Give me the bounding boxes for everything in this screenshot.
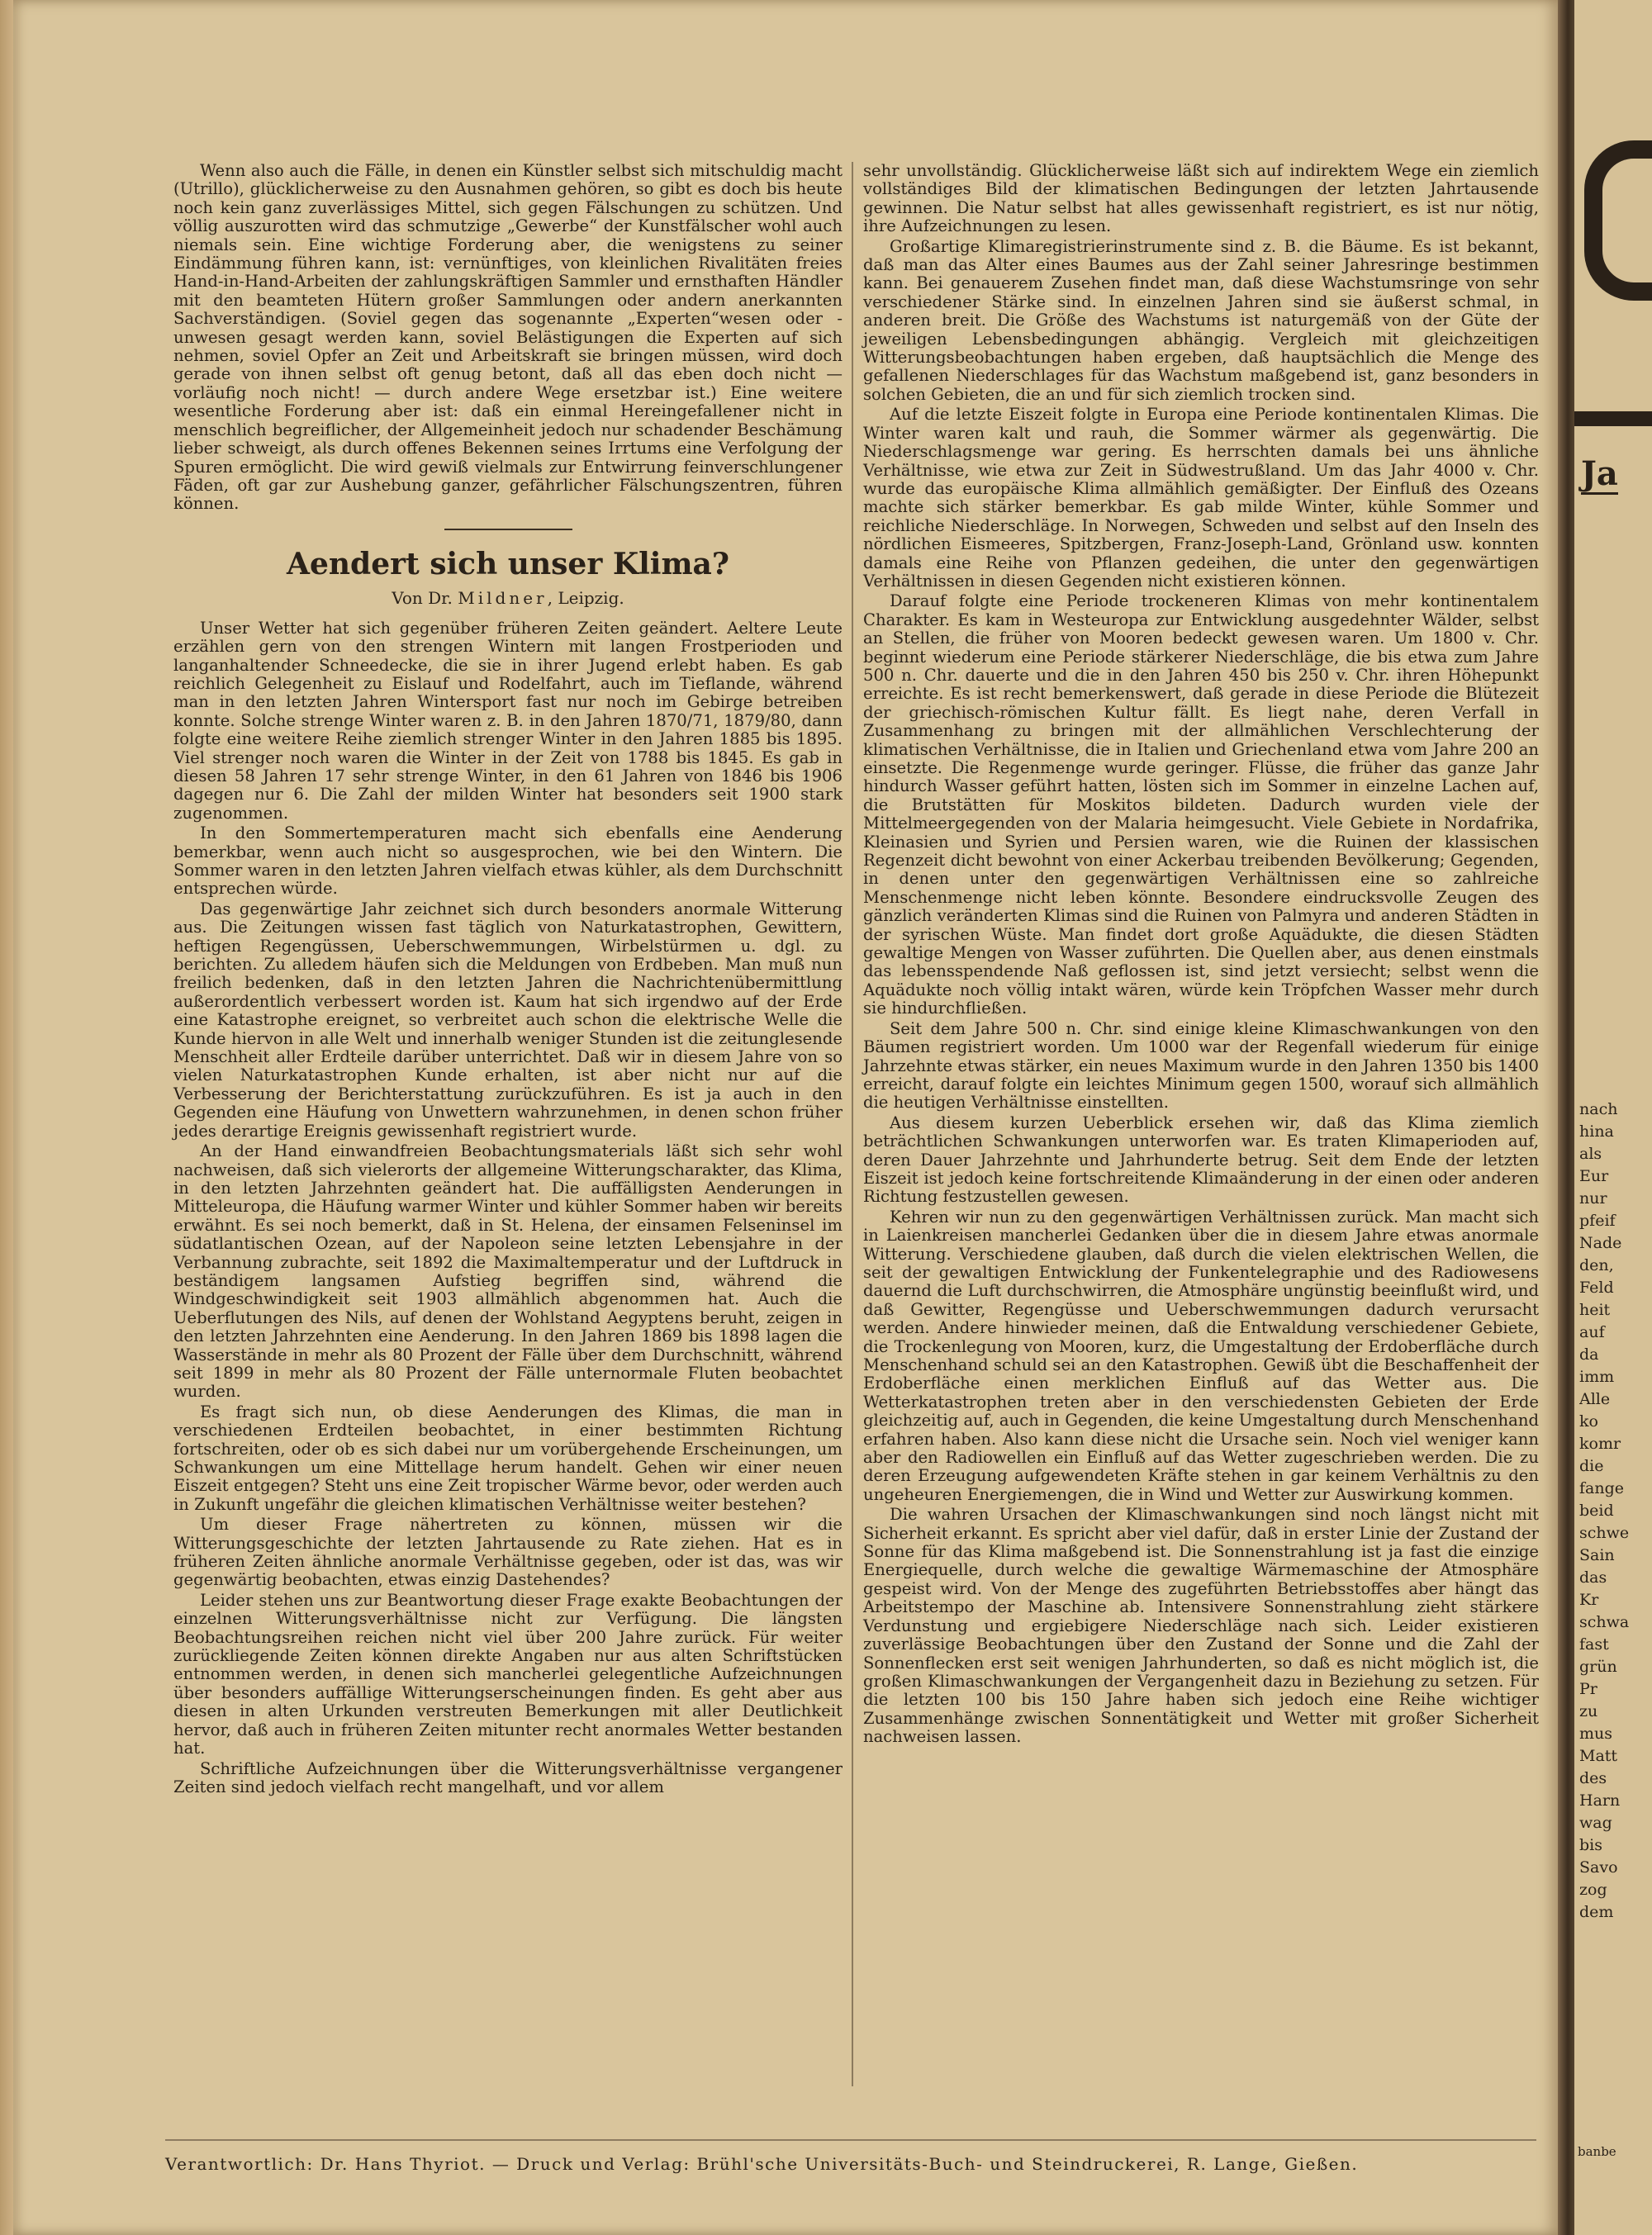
fragment-word: des [1579,1769,1607,1787]
fragment-word: komr [1579,1435,1621,1453]
fragment-word: dem [1579,1903,1614,1921]
fragment-word: schwa [1579,1613,1630,1631]
fragment-word: nach [1579,1100,1618,1118]
fragment-word: grün [1579,1658,1617,1676]
byline-prefix: Von Dr. [392,587,458,608]
book-gutter [1558,0,1574,2235]
article-paragraph: Darauf folgte eine Periode trockeneren Klimas von mehr kontinentalem Charakter. Es kam in Westeuropa zur Entwicklung ausgedehnter Wälder, selbst an Stellen, die früher von Mooren bedeckt gewesen waren. Um 1800 v. Chr. beginnt wiederum eine Periode stärkerer Niederschläge, die bis etwa zum Jahre 500 n. Chr. dauerte und die in den Jahren 450 bis 250 v. Chr. ihren Höhepunkt erreichte. Es ist recht bemerkenswert, daß gerade in diese Periode die Blütezeit der griechisch-römischen Kultur fällt. Es liegt nahe, deren Verfall in Zusammenhang zu bringen mit der allmählichen Verschlechterung der klimatischen Verhältnisse, die in Italien und Griechenland etwa vom Jahre 200 an einsetzte. Die Regenmenge wurde geringer. Flüsse, die früher das ganze Jahr hindurch Wasser geführt hatten, lösten sich im Sommer in einzelne Lachen auf, die Brutstätten für Moskitos bildeten. Dadurch wurden viele der Mittelmeergegenden von der Malaria heimgesucht. Viele Gebiete in Nordafrika, Kleinasien und Syrien und Persien waren, wie die Ruinen der klassischen Regenzeit dicht bewohnt von einer Ackerbau treibenden Bevölkerung; Gegenden, in denen unter den gegenwärtigen Verhältnissen eine so zahlreiche Menschenmenge nicht leben könnte. Besondere eindrucksvolle Zeugen des gänzlich veränderten Klimas sind die Ruinen von Palmyra und anderen Städten in der syrischen Wüste. Man findet dort große Aquädukte, die diesen Städten gewaltige Mengen von Wasser zuführten. Die Quellen aber, aus denen einstmals das lebensspendende Naß geflossen ist, sind jetzt versiecht; selbst wenn die Aquädukte noch völlig intakt wären, würde kein Tröpfchen Wasser mehr durch sie hindurchfließen. [863,591,1539,1018]
fragment-word: nur [1579,1189,1607,1208]
fragment-word: Savo [1579,1858,1618,1877]
imprint-footer: Verantwortlich: Dr. Hans Thyriot. — Druck und Verlag: Brühl'sche Universitäts-Buch- und Steindruckerei, R. Lange, Gießen. [165,2154,1359,2174]
fragment-word: Nade [1579,1234,1622,1252]
article-paragraph: Kehren wir nun zu den gegenwärtigen Verhältnissen zurück. Man macht sich in Laienkreisen mancherlei Gedanken über die in diesem Jahre etwas anormale Witterung. Verschiedene glauben, daß durch die vielen elektrischen Wellen, die seit der gewaltigen Entwicklung der Funkentelegraphie und des Radiowesens dauernd die Luft durchschwirren, die Atmosphäre ungünstig beeinflußt wird, und daß Gewitter, Regengüsse und Ueberschwemmungen dadurch verursacht werden. Andere hinwieder meinen, daß die Entwaldung verschiedener Gebiete, die Trockenlegung von Mooren, kurz, die Umgestaltung der Erdoberfläche durch Menschenhand schuld sei an den Katastrophen. Gewiß übt die Beschaffenheit der Erdoberfläche einen merklichen Einfluß auf das Wetter aus. Die Wetterkatastrophen treten aber in den verschiedensten Gebieten der Erde gleichzeitig auf, auch in Gegenden, die keine Umgestaltung durch Menschenhand erfahren haben. Also kann diese nicht die Ursache sein. Noch viel weniger kann aber den Radiowellen ein Einfluß auf das Wetter zugeschrieben werden. Die zu deren Erzeugung aufgewendeten Kräfte stehen in gar keinem Verhältnis zu den ungeheuren Energiemengen, die in Wind und Wetter zur Auswirkung kommen. [863,1207,1539,1504]
article-paragraph: Auf die letzte Eiszeit folgte in Europa eine Periode kontinentalen Klimas. Die Winter waren kalt und rauh, die Sommer wärmer als gegenwärtig. Die Niederschlagsmenge war gering. Es herrschten damals bei uns ähnliche Verhältnisse, wie etwa zur Zeit in Südwestrußland. Um das Jahr 4000 v. Chr. wurde das europäische Klima allmählich gemäßigter. Der Einfluß des Ozeans machte sich stärker bemerkbar. Es gab milde Winter, kühle Sommer und reichliche Niederschläge. In Norwegen, Schweden und selbst auf den Inseln des nördlichen Eismeeres, Spitzbergen, Franz-Joseph-Land, Grönland usw. konnten damals eine Reihe von Pflanzen gedeihen, die unter den gegenwärtigen Verhältnissen in diesen Gegenden nicht existieren können. [863,405,1539,591]
article-headline: Aendert sich unser Klima? [287,546,729,581]
adjacent-page-fragment [1574,0,1652,2235]
fragment-word: fast [1579,1635,1609,1654]
fragment-word: Eur [1579,1167,1609,1185]
fragment-word: die [1579,1457,1604,1475]
fragment-word: Harn [1579,1791,1621,1810]
article-paragraph: In den Sommertemperaturen macht sich ebenfalls eine Aenderung bemerkbar, wenn auch nicht so ausgesprochen, wie bei den Wintern. Die Sommer waren in den letzten Jahren vielfach etwas kühler, als dem Durchschnitt entsprechen würde. [173,823,843,899]
intro-paragraph: Wenn also auch die Fälle, in denen ein Künstler selbst sich mitschuldig macht (Utrillo), glücklicherweise zu den Ausnahmen gehören, so gibt es doch bis heute noch kein ganz zuverlässiges Mittel, sich gegen Fälschungen zu schützen. Und völlig auszurotten wird das schmutzige „Gewerbe“ der Kunstfälscher wohl auch niemals sein. Eine wichtige Forderung aber, die wenigstens zu seiner Eindämmung führen kann, ist: vernünftiges, von kleinlichen Rivalitäten freies Hand-in-Hand-Arbeiten der zahlungskräftigen Sammler und ernsthaften Händler mit den beamteten Hütern großer Sammlungen oder andern anerkannten Sachverständigen. (Soviel gegen das sogenannte „Experten“wesen oder -unwesen gesagt werden kann, soviel Belästigungen die Experten auf sich nehmen, soviel Opfer an Zeit und Arbeitskraft sie bringen müssen, wird doch gerade von ihnen selbst oft genug betont, daß all das eben doch nicht — vorläufig noch nicht! — durch andere Wege ersetzbar ist.) Eine weitere wesentliche Forderung aber ist: daß ein einmal Hereingefallener nicht in menschlich begreiflicher, der Allgemeinheit jedoch nur schadender Beschämung lieber schweigt, als durch offenes Bekennen seines Irrtums eine Verfolgung der Spuren ermöglicht. Die wird gewiß vielmals zur Entwirrung feinverschlungener Fäden, oft gar zur Aushebung ganzer, gefährlicher Fälschungszentren, führen können. [173,161,843,514]
section-divider [444,529,572,530]
fragment-word: Alle [1579,1390,1611,1408]
fragment-word-list [1579,1099,1652,1924]
column-rule [852,162,853,2086]
article-paragraph: Die wahren Ursachen der Klimaschwankungen sind noch längst nicht mit Sicherheit erkannt. Es spricht aber viel dafür, daß in erster Linie der Zustand der Sonne für das Klima maßgebend ist. Die Sonnenstrahlung ist ja fast die einzige Energiequelle, durch welche die gewaltige Wärmemaschine der Atmosphäre gespeist wird. Von der Menge des zugeführten Betriebsstoffes aber hängt das Arbeitstempo der Maschine ab. Intensivere Sonnenstrahlung zieht stärkere Verdunstung und ergiebigere Niederschläge nach sich. Leider existieren zuverlässige Beobachtungen über den Zustand der Sonne und die Zahl der Sonnenflecken erst seit wenigen Jahrhunderten, so daß es nicht möglich ist, die großen Klimaschwankungen der Vergangenheit dazu in Beziehung zu setzen. Für die letzten 100 bis 150 Jahre haben sich jedoch eine Reihe wichtiger Zusammenhänge zwischen Sonnentätigkeit und Wetter mit großer Sicherheit nachweisen lassen. [863,1505,1539,1747]
fragment-word: da [1579,1345,1599,1364]
fragment-word: bis [1579,1836,1602,1854]
article-paragraph: Das gegenwärtige Jahr zeichnet sich durch besonders anormale Witterung aus. Die Zeitungen wissen fast täglich von Naturkatastrophen, Gewittern, heftigen Regengüssen, Ueberschwemmungen, Wirbelstürmen u. dgl. zu berichten. Zu alledem häufen sich die Meldungen von Erdbeben. Man muß nun freilich bedenken, daß in den letzten Jahren die Nachrichtenübermittlung außerordentlich verbessert worden ist. Kaum hat sich irgendwo auf der Erde eine Katastrophe ereignet, so verbreitet auch schon die elektrische Welle die Kunde hiervon in alle Welt und innerhalb weniger Stunden ist die zeitunglesende Menschheit aller Erdteile darüber unterrichtet. Daß wir in diesem Jahre von so vielen Naturkatastrophen Kunde erhalten, ist aber nicht nur auf die Verbesserung der Berichterstattung zurückzuführen. Es ist ja auch in den Gegenden eine Häufung von Unwettern wahrzunehmen, in denen schon früher jedes derartige Ereignis gewissenhaft registriert wurde. [173,899,843,1141]
heading-bar [1574,411,1652,426]
footer-rule [165,2139,1536,2141]
fragment-word: auf [1579,1323,1605,1341]
fragment-word: beid [1579,1502,1614,1520]
fragment-word: schwe [1579,1524,1630,1542]
article-paragraph: Großartige Klimaregistrierinstrumente sind z. B. die Bäume. Es ist bekannt, daß man das Alter eines Baumes aus der Zahl seiner Jahresringe bestimmen kann. Bei genauerem Zusehen findet man, daß diese Wachstumsringe von sehr verschiedener Stärke sind. In einzelnen Jahren sind sie äußerst schmal, in anderen breit. Die Größe des Wachstums ist naturgemäß von der Güte der jeweiligen Lebensbedingungen abhängig. Vergleich mit gleichzeitigen Witterungsbeobachtungen haben ergeben, daß hauptsächlich die Menge des gefallenen Niederschlages für das Wachstum maßgebend ist, ganz besonders in solchen Gebieten, die an und für sich ziemlich trocken sind. [863,236,1539,404]
fragment-word: zog [1579,1881,1607,1899]
fragment-word: Feld [1579,1279,1614,1297]
fragment-word: Kr [1579,1591,1599,1609]
large-initial-glyph [1584,140,1652,301]
article-paragraph: Unser Wetter hat sich gegenüber früheren Zeiten geändert. Aeltere Leute erzählen gern von den strengen Wintern mit langen Frostperioden und langanhaltender Schneedecke, die sie in ihrer Jugend erlebt haben. Es gab reichlich Gelegenheit zu Eislauf und Rodelfahrt, auch im Tieflande, während man in den letzten Jahren Wintersport fast nur noch im Gebirge betreiben konnte. Solche strenge Winter waren z. B. in den Jahren 1870/71, 1879/80, dann folgte eine weitere Reihe ziemlich strenger Winter in den Jahren 1885 bis 1895. Viel strenger noch waren die Winter in der Zeit von 1788 bis 1845. Es gab in diesen 58 Jahren 17 sehr strenge Winter, in den 61 Jahren von 1846 bis 1906 dagegen nur 6. Die Zahl der milden Winter hat besonders seit 1900 stark zugenommen. [173,618,843,823]
fragment-word: Pr [1579,1680,1597,1698]
fragment-bottom-word: banbe [1578,2144,1616,2159]
page-edge [0,0,13,2235]
fragment-word: pfeif [1579,1212,1616,1230]
fragment-heading: Ja [1581,454,1618,493]
article-byline [173,588,843,608]
article-paragraph: Leider stehen uns zur Beantwortung dieser Frage exakte Beobachtungen der einzelnen Witterungsverhältnisse nicht zur Verfügung. Die längsten Beobachtungsreihen reichen nicht viel über 200 Jahre zurück. Für weiter zurückliegende Zeiten können direkte Angaben nur aus alten Schriftstücken entnommen werden, in denen sich mancherlei gelegentliche Aufzeichnungen über besonders auffällige Witterungserscheinungen finden. Es geht aber aus diesen in alten Urkunden verstreuten Bemerkungen mit aller Deutlichkeit hervor, daß auch in früheren Zeiten mitunter recht anormales Wetter bestanden hat. [173,1590,843,1758]
fragment-word: imm [1579,1368,1615,1386]
fragment-word: das [1579,1568,1607,1587]
article-paragraph: Es fragt sich nun, ob diese Aenderungen des Klimas, die man in verschiedenen Erdteilen beobachtet, in einer bestimmten Richtung fortschreiten, oder ob es sich dabei nur um vorübergehende Erscheinungen, um Schwankungen um eine Mittellage herum handelt. Gehen wir einer neuen Eiszeit entgegen? Steht uns eine Zeit tropischer Wärme bevor, oder werden auch in Zukunft ungefähr die gleichen klimatischen Verhältnisse weiter bestehen? [173,1402,843,1514]
right-column [863,162,1539,1749]
fragment-word: Sain [1579,1546,1615,1564]
fragment-word: hina [1579,1122,1614,1141]
fragment-word: den, [1579,1256,1614,1274]
fragment-word: wag [1579,1814,1612,1832]
article-paragraph: sehr unvollständig. Glücklicherweise läßt sich auf indirektem Wege ein ziemlich vollständiges Bild der klimatischen Bedingungen der letzten Jahrtausende gewinnen. Die Natur selbst hat alles gewissenhaft registriert, es ist nur nötig, ihre Aufzeichnungen zu lesen. [863,161,1539,236]
fragment-word: fange [1579,1479,1625,1497]
byline-author: Mildner [458,587,548,608]
left-column [173,162,843,1798]
article-paragraph: Aus diesem kurzen Ueberblick ersehen wir, daß das Klima ziemlich beträchtlichen Schwankungen unterworfen war. Es traten Klimaperioden auf, deren Dauer Jahrzehnte und Jahrhunderte betrug. Seit dem Ende der letzten Eiszeit ist jedoch keine fortschreitende Klimaänderung in der einen oder anderen Richtung festzustellen gewesen. [863,1113,1539,1207]
fragment-word: als [1579,1145,1602,1163]
article-paragraph: Schriftliche Aufzeichnungen über die Witterungsverhältnisse vergangener Zeiten sind jedoch vielfach recht mangelhaft, und vor allem [173,1758,843,1796]
article-paragraph: Um dieser Frage nähertreten zu können, müssen wir die Witterungsgeschichte der letzten Jahrtausende zu Rate ziehen. Hat es in früheren Zeiten ähnliche anormale Verhältnisse gegeben, oder ist das, was wir gegenwärtig beobachten, etwas einzig Dastehendes? [173,1515,843,1590]
article-paragraph: An der Hand einwandfreien Beobachtungsmaterials läßt sich sehr wohl nachweisen, daß sich vielerorts der allgemeine Witterungscharakter, das Klima, in den letzten Jahrzehnten geändert hat. Die auffälligsten Aenderungen in Mitteleuropa, die Häufung warmer Winter und kühler Sommer haben wir bereits erwähnt. Es sei noch bemerkt, daß in St. Helena, der einsamen Felseninsel im südatlantischen Ozean, auf der Napoleon seine letzten Lebensjahre in der Verbannung zubrachte, seit 1892 die Maximaltemperatur und der Luftdruck in beständigem langsamen Aufstieg begriffen sind, während die Windgeschwindigkeit seit 1903 allmählich abgenommen hat. Auch die Ueberflutungen des Nils, auf denen der Wohlstand Aegyptens beruht, zeigen in den letzten Jahrzehnten eine Aenderung. In den Jahren 1869 bis 1898 lagen die Wasserstände in mehr als 80 Prozent der Fälle über dem Durchschnitt, während seit 1899 in mehr als 80 Prozent der Fälle unternormale Fluten beobachtet wurden. [173,1141,843,1402]
fragment-word: mus [1579,1725,1613,1743]
byline-place: , Leipzig. [547,587,624,608]
article-paragraph: Seit dem Jahre 500 n. Chr. sind einige kleine Klimaschwankungen von den Bäumen registriert worden. Um 1000 war der Regenfall wiederum für einige Jahrzehnte etwas stärker, ein neues Maximum wurde in den Jahren 1350 bis 1400 erreicht, darauf folgte ein leichtes Minimum gegen 1500, worauf sich allmählich die heutigen Verhältnisse einstellten. [863,1018,1539,1113]
fragment-word: heit [1579,1301,1611,1319]
fragment-word: ko [1579,1412,1598,1431]
fragment-word: Matt [1579,1747,1618,1765]
fragment-word: zu [1579,1702,1598,1720]
